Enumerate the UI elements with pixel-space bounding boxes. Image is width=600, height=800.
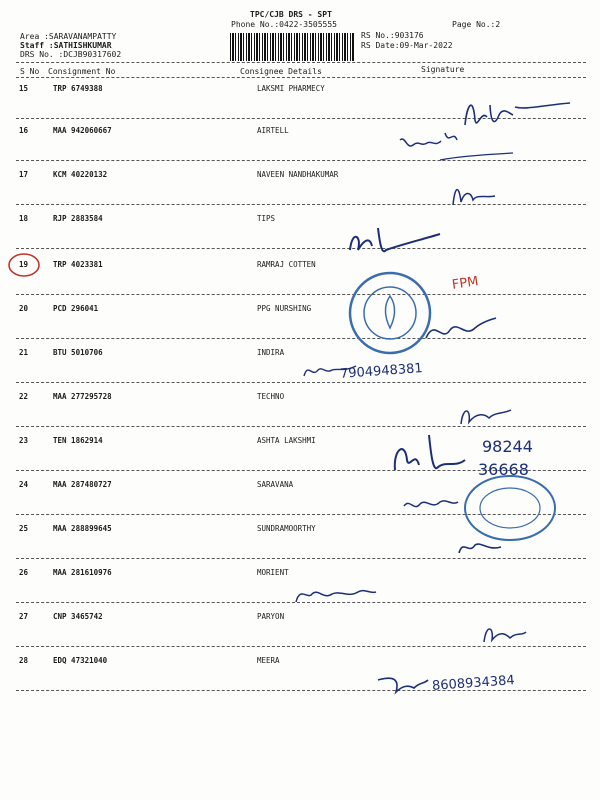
table-row xyxy=(0,170,600,220)
row-consignee-name: ASHTA LAKSHMI xyxy=(257,436,316,445)
signature-row-28 xyxy=(372,668,432,698)
row-consignment-no: TEN 1862914 xyxy=(53,436,103,445)
row-consignment-no: MAA 288899645 xyxy=(53,524,112,533)
col-consignment: Consignment No xyxy=(48,67,116,76)
handwritten-phone-row-23a: 98244 xyxy=(482,437,533,456)
row-consignment-no: KCM 40220132 xyxy=(53,170,108,179)
row-sno: 19 xyxy=(19,260,29,269)
phone-number: Phone No.:0422-3505555 xyxy=(231,20,337,29)
col-consignee: Consignee Details xyxy=(240,67,322,76)
page-number: Page No.:2 xyxy=(452,20,501,29)
row-consignment-no: RJP 2883584 xyxy=(53,214,103,223)
row-sno: 20 xyxy=(19,304,29,313)
signature-row-22 xyxy=(455,400,515,430)
row-consignment-no: MAA 281610976 xyxy=(53,568,112,577)
row-consignment-no: MAA 942060667 xyxy=(53,126,112,135)
handwritten-phone-row-21: 7904948381 xyxy=(339,361,424,382)
column-divider xyxy=(16,77,586,78)
row-consignment-no: MAA 277295728 xyxy=(53,392,112,401)
row-consignee-name: TIPS xyxy=(257,214,276,223)
signature-row-27 xyxy=(478,618,528,648)
row-sno: 25 xyxy=(19,524,29,533)
document-title: TPC/CJB DRS - SPT xyxy=(250,10,332,19)
staff-field: Staff :SATHISHKUMAR xyxy=(20,41,112,50)
row-sno: 17 xyxy=(19,170,29,179)
row-sno: 27 xyxy=(19,612,29,621)
signature-row-15-16 xyxy=(395,85,575,165)
row-divider xyxy=(16,338,586,339)
barcode xyxy=(230,33,355,61)
row-consignee-name: TECHNO xyxy=(257,392,285,401)
signature-row-26 xyxy=(290,580,380,610)
row-divider xyxy=(16,248,586,249)
table-row xyxy=(0,304,600,354)
circle-mark-row-19 xyxy=(6,252,42,278)
row-consignee-name: SARAVANA xyxy=(257,480,294,489)
row-consignee-name: RAMRAJ COTTEN xyxy=(257,260,316,269)
row-sno: 24 xyxy=(19,480,29,489)
stamp-mark-text: FPM xyxy=(451,274,480,293)
row-consignment-no: TRP 6749388 xyxy=(53,84,103,93)
row-consignment-no: TRP 4023381 xyxy=(53,260,103,269)
col-signature: Signature xyxy=(421,65,465,74)
signature-row-17 xyxy=(445,180,505,210)
row-sno: 22 xyxy=(19,392,29,401)
handwritten-phone-row-28: 8608934384 xyxy=(431,673,516,694)
drs-number: DRS No. :DCJB90317602 xyxy=(20,50,122,59)
row-consignee-name: PPG NURSHING xyxy=(257,304,312,313)
row-sno: 28 xyxy=(19,656,29,665)
row-consignee-name: LAKSMI PHARMECY xyxy=(257,84,325,93)
row-sno: 15 xyxy=(19,84,29,93)
row-sno: 26 xyxy=(19,568,29,577)
handwritten-phone-row-23b: 36668 xyxy=(478,460,529,479)
signature-row-18 xyxy=(340,220,450,260)
rs-date: RS Date:09-Mar-2022 xyxy=(361,41,453,50)
row-divider xyxy=(16,294,586,295)
table-row xyxy=(0,214,600,264)
row-sno: 18 xyxy=(19,214,29,223)
row-sno: 16 xyxy=(19,126,29,135)
signature-row-25 xyxy=(455,535,505,560)
row-consignment-no: BTU 5010706 xyxy=(53,348,103,357)
col-sno: S No xyxy=(20,67,40,76)
row-consignee-name: INDIRA xyxy=(257,348,285,357)
signature-row-24 xyxy=(400,492,460,517)
row-divider xyxy=(16,690,586,691)
row-consignee-name: MORIENT xyxy=(257,568,289,577)
row-consignment-no: CNP 3465742 xyxy=(53,612,103,621)
signature-row-20 xyxy=(420,308,500,348)
row-sno: 21 xyxy=(19,348,29,357)
row-consignment-no: MAA 287480727 xyxy=(53,480,112,489)
table-row xyxy=(0,260,600,310)
rs-number: RS No.:903176 xyxy=(361,31,424,40)
row-consignee-name: MEERA xyxy=(257,656,280,665)
row-consignee-name: SUNDRAMOORTHY xyxy=(257,524,316,533)
row-consignee-name: AIRTELL xyxy=(257,126,289,135)
header-divider xyxy=(16,62,586,63)
row-consignment-no: EDQ 47321040 xyxy=(53,656,108,665)
row-consignment-no: PCD 296041 xyxy=(53,304,99,313)
row-sno: 23 xyxy=(19,436,29,445)
row-consignee-name: NAVEEN NANDHAKUMAR xyxy=(257,170,339,179)
row-consignee-name: PARYON xyxy=(257,612,285,621)
area-field: Area :SARAVANAMPATTY xyxy=(20,32,117,41)
